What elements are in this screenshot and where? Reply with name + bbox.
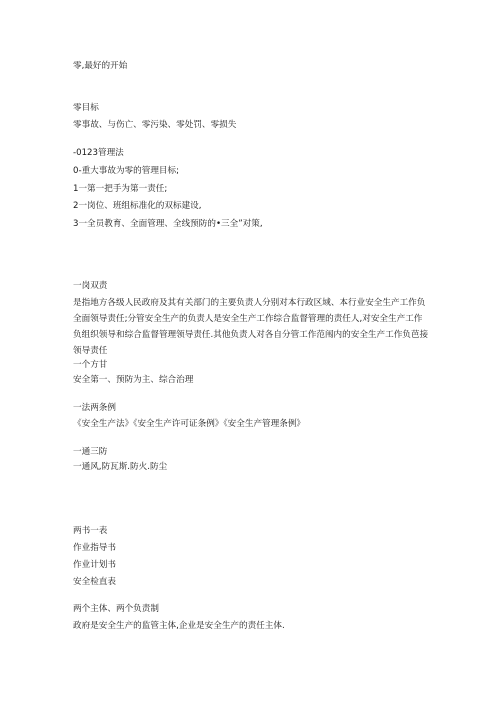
books-item: 安全检直表 <box>73 577 116 587</box>
intro-heading: 零,最好的开始 <box>73 61 128 71</box>
policy-body: 安全第一、预防为主、综合治理 <box>73 375 194 385</box>
laws-body: 《安全生产法》《安全生产许可证条例》《安全生产管理条例》 <box>73 419 306 429</box>
books-item: 作业指导书 <box>73 543 116 553</box>
method-item: 0-重大事故为零的管理目标; <box>73 166 179 176</box>
goal-title: 零目标 <box>73 103 99 113</box>
prevention-body: 一通风,防瓦斯.防火.防尘 <box>73 462 168 472</box>
books-title: 两书一表 <box>73 526 108 536</box>
method-item: 2一岗位、班组标准化的双标建设, <box>73 201 202 211</box>
method-item: 3一全员教育、全面管理、全线预防的•三全”对策, <box>73 219 263 229</box>
dual-title: 一岗双责 <box>73 281 108 291</box>
goal-items: 零事故、与伤亡、零污染、零处罚、零损失 <box>73 120 237 130</box>
subjects-body: 政府是安全生产的监管主体,企业是安全生产的责任主体. <box>73 621 285 631</box>
method-title: -0123管理法 <box>73 148 124 158</box>
subjects-title: 两个主体、两个负责制 <box>73 604 159 614</box>
policy-title: 一个方甘 <box>73 360 108 370</box>
method-item: 1一第一把手为第一责任; <box>73 184 168 194</box>
prevention-title: 一通三防 <box>73 447 108 457</box>
dual-body: 是指地方各级人民政府及其有关部门的主要负责人分别对本行政区域、本行业安全生产工作负全面领导责任;分管安全生产的负责人是安全生产工作综合监督管理的责任人,对安全生产工作负组织领导和综合监督管理领导责任.其他负责人对各自分管工作范闱内的安全生产工作负芭接领导责任 <box>73 298 429 356</box>
laws-title: 一法两条例 <box>73 403 116 413</box>
books-item: 作业计划书 <box>73 560 116 570</box>
